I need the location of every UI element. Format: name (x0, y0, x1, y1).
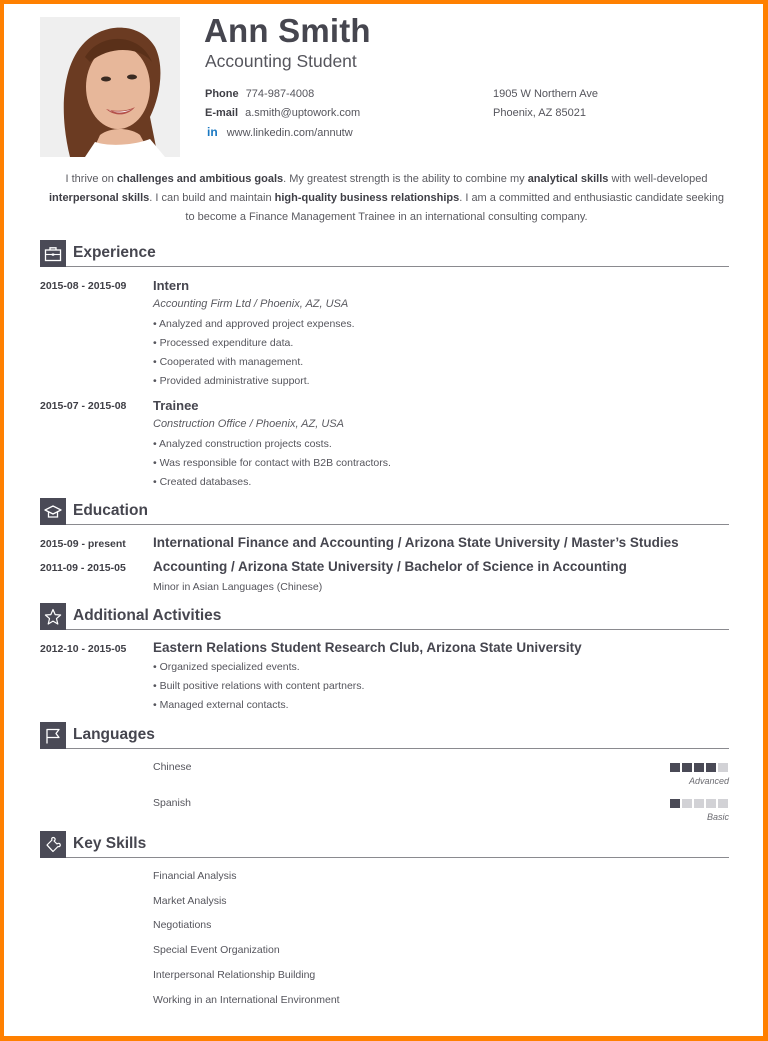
education-note: Minor in Asian Languages (Chinese) (153, 581, 323, 593)
linkedin-row (207, 125, 353, 139)
rating-dot-empty (718, 763, 728, 772)
experience-bullet: • Created databases. (153, 476, 252, 488)
education-dates: 2015-09 - present (40, 538, 126, 550)
experience-bullet: • Processed expenditure data. (153, 337, 294, 349)
section-title: Experience (73, 244, 156, 261)
section-experience (40, 240, 729, 267)
section-title: Education (73, 502, 148, 519)
star-icon (40, 603, 66, 630)
flag-icon (40, 722, 66, 749)
activity-bullet: • Organized specialized events. (153, 661, 300, 673)
section-divider (66, 748, 729, 750)
email-label: E-mail (205, 107, 239, 119)
language-name: Spanish (153, 797, 191, 809)
experience-bullet: • Was responsible for contact with B2B contractors. (153, 457, 391, 469)
rating-dot-empty (682, 799, 692, 808)
candidate-name: Ann Smith (204, 12, 371, 49)
section-divider (66, 266, 729, 268)
phone-value[interactable]: 774-987-4008 (245, 88, 315, 100)
skill-item: Special Event Organization (153, 944, 280, 956)
language-level: Basic (706, 812, 729, 822)
experience-role: Trainee (153, 398, 199, 413)
activity-bullet: • Managed external contacts. (153, 699, 289, 711)
activity-title: Eastern Relations Student Research Club, Arizona State University (153, 640, 582, 655)
rating-dot-filled (670, 799, 680, 808)
summary-highlight: analytical skills (527, 173, 609, 185)
section-divider (66, 524, 729, 526)
email-link[interactable]: a.smith@uptowork.com (245, 107, 361, 119)
summary-text: with well-developed (608, 173, 708, 185)
education-dates: 2011-09 - 2015-05 (40, 562, 126, 574)
briefcase-icon (40, 240, 66, 267)
experience-role: Intern (153, 278, 190, 293)
rating-dot-empty (694, 799, 704, 808)
phone-label: Phone (205, 88, 239, 100)
resume-page (4, 4, 763, 1036)
section-languages (40, 722, 729, 749)
summary-highlight: challenges and ambitious goals (116, 173, 284, 185)
section-title: Additional Activities (73, 607, 222, 624)
skill-item: Negotiations (153, 919, 212, 931)
email-row (205, 107, 360, 119)
activity-dates: 2012-10 - 2015-05 (40, 643, 127, 655)
experience-bullet: • Analyzed construction projects costs. (153, 438, 332, 450)
summary-text: . I am a committed and enthusiastic candidate seeking to become a Finance Management Trainee in an international consulting company. (185, 192, 724, 223)
section-key-skills (40, 831, 729, 858)
portrait-image (40, 17, 180, 157)
address-line-2: Phoenix, AZ 85021 (493, 107, 586, 119)
experience-bullet: • Analyzed and approved project expenses. (153, 318, 355, 330)
rating-dot-empty (718, 799, 728, 808)
language-name: Chinese (153, 761, 192, 773)
experience-dates: 2015-08 - 2015-09 (40, 280, 127, 292)
language-level: Advanced (688, 776, 729, 786)
experience-bullet: • Cooperated with management. (153, 356, 304, 368)
rating-dot-filled (682, 763, 692, 772)
education-title: Accounting / Arizona State University / Bachelor of Science in Accounting (153, 559, 627, 574)
activity-bullet: • Built positive relations with content partners. (153, 680, 365, 692)
linkedin-link[interactable]: www.linkedin.com/annutw (226, 127, 353, 139)
rating-dot-empty (706, 799, 716, 808)
profile-summary (44, 170, 729, 227)
section-education (40, 498, 729, 525)
experience-dates: 2015-07 - 2015-08 (40, 400, 127, 412)
language-rating (670, 799, 728, 808)
summary-text: . My greatest strength is the ability to combine my (283, 173, 528, 185)
experience-company: Accounting Firm Ltd / Phoenix, AZ, USA (153, 298, 349, 310)
experience-company: Construction Office / Phoenix, AZ, USA (153, 418, 344, 430)
phone-row (205, 88, 314, 100)
puzzle-icon (40, 831, 66, 858)
rating-dot-filled (670, 763, 680, 772)
section-additional-activities (40, 603, 729, 630)
section-title: Key Skills (73, 835, 147, 852)
address-line-1: 1905 W Northern Ave (493, 88, 598, 100)
candidate-title: Accounting Student (205, 51, 357, 71)
experience-bullet: • Provided administrative support. (153, 375, 310, 387)
section-divider (66, 857, 729, 859)
skill-item: Working in an International Environment (153, 994, 340, 1006)
rating-dot-filled (706, 763, 716, 772)
summary-text: I thrive on (65, 173, 117, 185)
rating-dot-filled (694, 763, 704, 772)
graduation-cap-icon (40, 498, 66, 525)
summary-text: . I can build and maintain (149, 192, 275, 204)
skill-item: Interpersonal Relationship Building (153, 969, 316, 981)
skill-item: Market Analysis (153, 895, 227, 907)
profile-photo (40, 17, 180, 157)
linkedin-icon: in (207, 125, 218, 139)
skill-item: Financial Analysis (153, 870, 237, 882)
section-divider (66, 629, 729, 631)
education-title: International Finance and Accounting / Arizona State University / Master’s Studies (153, 535, 679, 550)
summary-highlight: high-quality business relationships (274, 192, 460, 204)
summary-highlight: interpersonal skills (49, 192, 150, 204)
language-rating (670, 763, 728, 772)
section-title: Languages (73, 726, 155, 743)
